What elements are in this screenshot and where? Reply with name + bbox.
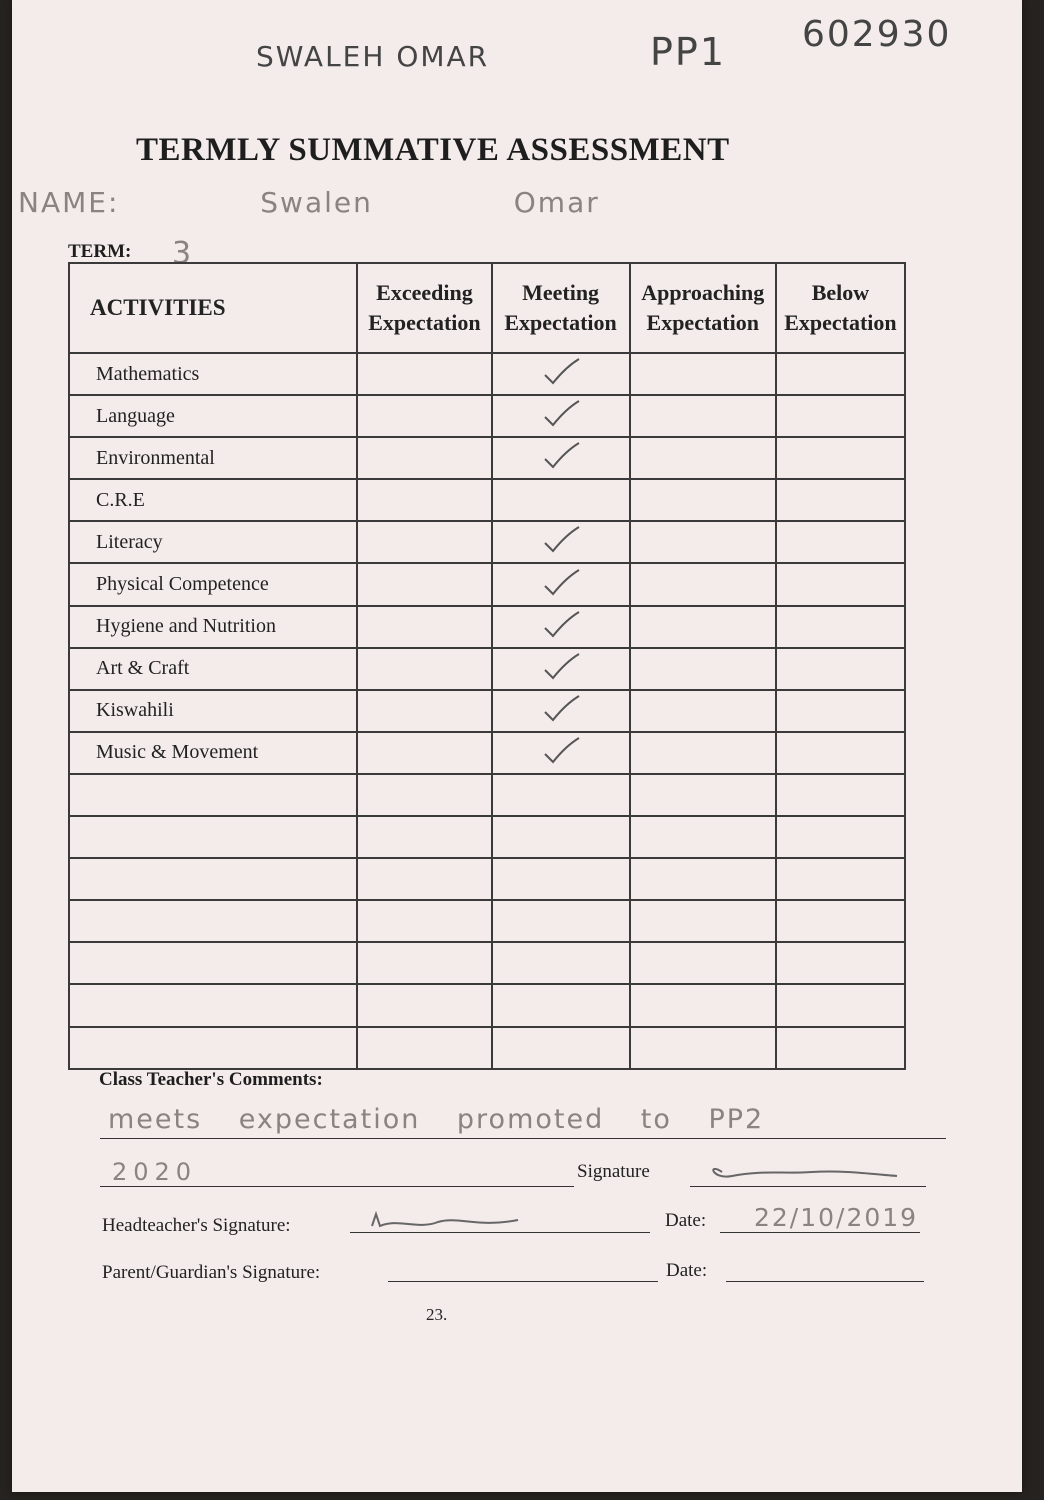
column-header-exceeding: Exceeding Expectation: [357, 263, 491, 353]
column-header-approaching: Approaching Expectation: [630, 263, 776, 353]
activity-cell: [69, 774, 357, 816]
rating-cell: [776, 942, 905, 984]
table-row: [69, 521, 905, 563]
rating-cell: [357, 858, 491, 900]
parent-date-line: [726, 1281, 924, 1282]
rating-cell: [492, 353, 630, 395]
table-row: [69, 648, 905, 690]
rating-cell: [776, 437, 905, 479]
rating-cell: [357, 563, 491, 605]
table-row: [69, 395, 905, 437]
teacher-signature-label: Signature: [577, 1161, 650, 1182]
rating-cell: [492, 774, 630, 816]
teacher-signature-line: [690, 1186, 926, 1187]
rating-cell: [776, 1027, 905, 1069]
rating-cell: [492, 816, 630, 858]
activity-cell: [69, 900, 357, 942]
check-mark-icon: [541, 441, 581, 469]
rating-cell: [630, 942, 776, 984]
rating-cell: [492, 437, 630, 479]
table-row: [69, 563, 905, 605]
rating-cell: [630, 606, 776, 648]
rating-cell: [492, 395, 630, 437]
rating-cell: [357, 900, 491, 942]
rating-cell: [776, 479, 905, 521]
rating-cell: [630, 816, 776, 858]
activity-cell: [69, 1027, 357, 1069]
rating-cell: [357, 732, 491, 774]
comments-text-1: meets expectation promoted to PP2: [108, 1104, 765, 1135]
column-header-below: Below Expectation: [776, 263, 905, 353]
parent-signature-line: [388, 1281, 658, 1282]
rating-cell: [492, 479, 630, 521]
rating-cell: [630, 690, 776, 732]
comments-line-1: [100, 1138, 946, 1139]
activity-cell: [69, 942, 357, 984]
headteacher-date-label: Date:: [665, 1210, 707, 1231]
comments-line-2: [100, 1186, 574, 1187]
assessment-page: [12, 0, 1022, 1492]
activity-cell: Literacy: [69, 521, 357, 563]
rating-cell: [776, 606, 905, 648]
rating-cell: [630, 858, 776, 900]
assessment-table: [68, 262, 906, 1070]
rating-cell: [776, 774, 905, 816]
activity-cell: Language: [69, 395, 357, 437]
rating-cell: [776, 395, 905, 437]
rating-cell: [357, 816, 491, 858]
activity-cell: [69, 984, 357, 1026]
activity-cell: Kiswahili: [69, 690, 357, 732]
rating-cell: [630, 479, 776, 521]
check-mark-icon: [541, 568, 581, 596]
rating-cell: [492, 648, 630, 690]
rating-cell: [357, 437, 491, 479]
rating-cell: [630, 984, 776, 1026]
headteacher-date-line: [720, 1232, 920, 1233]
rating-cell: [630, 521, 776, 563]
rating-cell: [357, 606, 491, 648]
activity-cell: C.R.E: [69, 479, 357, 521]
rating-cell: [357, 984, 491, 1026]
page-title: TERMLY SUMMATIVE ASSESSMENT: [136, 132, 730, 168]
rating-cell: [630, 437, 776, 479]
activity-cell: Hygiene and Nutrition: [69, 606, 357, 648]
table-row: [69, 353, 905, 395]
rating-cell: [630, 774, 776, 816]
headteacher-signature-label: Headteacher's Signature:: [102, 1215, 291, 1236]
column-header-activities: ACTIVITIES: [69, 263, 357, 353]
teacher-signature-scribble: [702, 1152, 902, 1186]
rating-cell: [357, 774, 491, 816]
table-row: [69, 437, 905, 479]
headteacher-signature-scribble: [368, 1204, 528, 1234]
rating-cell: [776, 563, 905, 605]
rating-cell: [630, 732, 776, 774]
term-label: TERM:: [68, 241, 132, 262]
rating-cell: [357, 395, 491, 437]
table-row: [69, 900, 905, 942]
rating-cell: [357, 648, 491, 690]
rating-cell: [776, 858, 905, 900]
activity-cell: Mathematics: [69, 353, 357, 395]
rating-cell: [357, 942, 491, 984]
table-row: [69, 858, 905, 900]
check-mark-icon: [541, 694, 581, 722]
table-row: [69, 816, 905, 858]
rating-cell: [492, 690, 630, 732]
rating-cell: [776, 690, 905, 732]
activity-cell: Music & Movement: [69, 732, 357, 774]
rating-cell: [492, 900, 630, 942]
rating-cell: [776, 353, 905, 395]
handwritten-class: PP1: [650, 30, 727, 74]
check-mark-icon: [541, 525, 581, 553]
column-header-meeting: Meeting Expectation: [492, 263, 630, 353]
handwritten-number: 602930: [802, 14, 952, 55]
rating-cell: [776, 984, 905, 1026]
comments-text-2: 2020: [112, 1158, 198, 1186]
rating-cell: [630, 563, 776, 605]
rating-cell: [776, 732, 905, 774]
rating-cell: [357, 479, 491, 521]
rating-cell: [630, 1027, 776, 1069]
table-row: [69, 774, 905, 816]
rating-cell: [357, 521, 491, 563]
table-row: [69, 1027, 905, 1069]
table-row: [69, 942, 905, 984]
rating-cell: [630, 648, 776, 690]
check-mark-icon: [541, 652, 581, 680]
table-row: [69, 690, 905, 732]
check-mark-icon: [541, 610, 581, 638]
rating-cell: [776, 816, 905, 858]
rating-cell: [630, 395, 776, 437]
rating-cell: [776, 648, 905, 690]
table-row: [69, 732, 905, 774]
rating-cell: [492, 563, 630, 605]
activity-cell: Art & Craft: [69, 648, 357, 690]
rating-cell: [357, 1027, 491, 1069]
rating-cell: [776, 900, 905, 942]
table-row: [69, 606, 905, 648]
rating-cell: [357, 690, 491, 732]
rating-cell: [776, 521, 905, 563]
term-value: 3: [172, 236, 194, 271]
page-number: 23.: [426, 1305, 448, 1324]
check-mark-icon: [541, 357, 581, 385]
comments-label: Class Teacher's Comments:: [99, 1069, 323, 1090]
headteacher-date-value: 22/10/2019: [754, 1203, 919, 1232]
parent-date-label: Date:: [666, 1260, 708, 1281]
rating-cell: [492, 942, 630, 984]
rating-cell: [492, 732, 630, 774]
rating-cell: [492, 1027, 630, 1069]
check-mark-icon: [541, 399, 581, 427]
table-row: [69, 984, 905, 1026]
table-row: [69, 479, 905, 521]
rating-cell: [357, 353, 491, 395]
activity-cell: Physical Competence: [69, 563, 357, 605]
check-mark-icon: [541, 736, 581, 764]
handwritten-student-name: SWALEH OMAR: [256, 40, 490, 73]
rating-cell: [492, 606, 630, 648]
rating-cell: [492, 521, 630, 563]
rating-cell: [492, 984, 630, 1026]
rating-cell: [630, 900, 776, 942]
activity-cell: Environmental: [69, 437, 357, 479]
handwritten-name-line: NAME: Swalen Omar: [18, 186, 600, 219]
activity-cell: [69, 816, 357, 858]
rating-cell: [492, 858, 630, 900]
rating-cell: [630, 353, 776, 395]
activity-cell: [69, 858, 357, 900]
parent-signature-label: Parent/Guardian's Signature:: [102, 1262, 321, 1283]
